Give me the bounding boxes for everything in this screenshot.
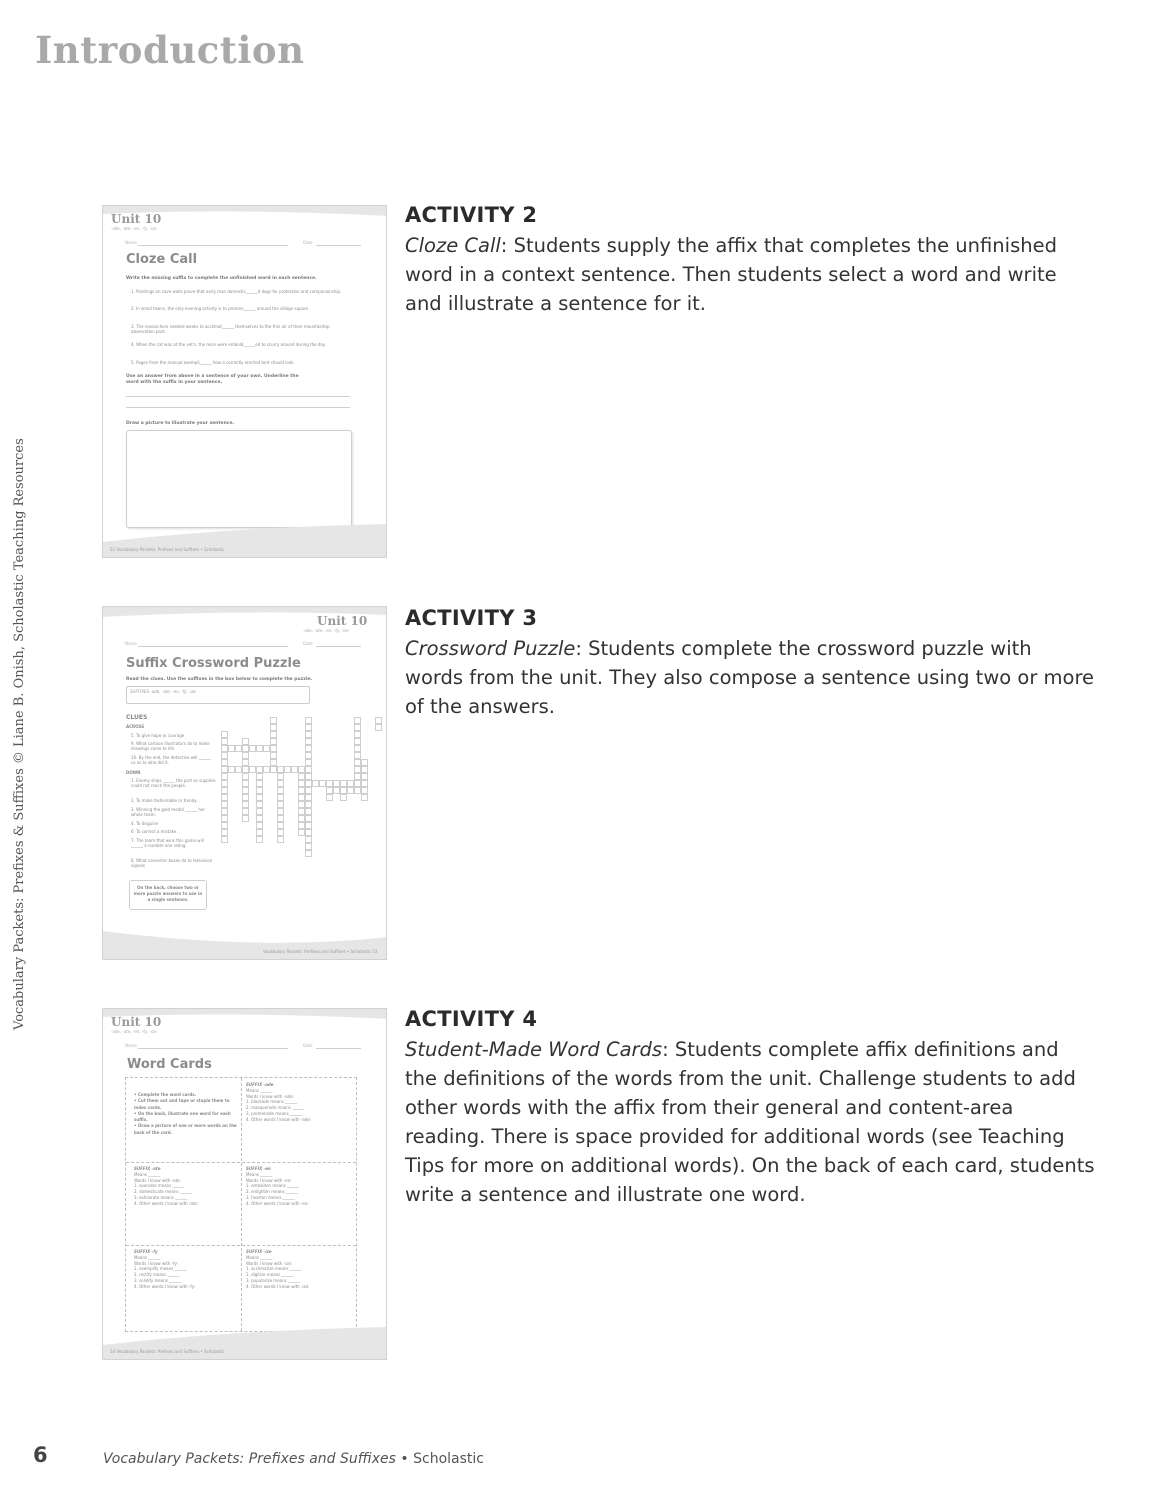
crossword-cell — [242, 794, 249, 801]
crossword-cell — [305, 773, 312, 780]
crossword-cell — [354, 766, 361, 773]
crossword-cell — [256, 822, 263, 829]
date-label: Date — [303, 641, 313, 646]
crossword-cell — [242, 766, 249, 773]
drawing-box — [126, 430, 352, 528]
crossword-cell — [298, 822, 305, 829]
activity-4-thumbnail — [102, 1008, 387, 1360]
crossword-cell — [277, 787, 284, 794]
draw-instruction: Draw a picture to illustrate your sentence. — [126, 421, 235, 426]
activity-2-thumbnail — [102, 205, 387, 558]
suffix-box: SUFFIXES -ade, -ate, -en, -fy, -ize — [126, 686, 310, 704]
date-label: Date — [303, 240, 313, 245]
crossword-cell — [305, 822, 312, 829]
crossword-cell — [361, 780, 368, 787]
crossword-cell — [354, 724, 361, 731]
page-number: 6 — [33, 1443, 48, 1467]
crossword-cell — [298, 815, 305, 822]
crossword-cell — [277, 794, 284, 801]
cloze-item: 1. Paintings on cave walls prove that early man domestic______d dogs for protection and companionship. — [131, 289, 342, 294]
crossword-cell — [361, 766, 368, 773]
crossword-cell — [354, 780, 361, 787]
sheet-instruction: Write the missing suffix to complete the unfinished word in each sentence. — [126, 276, 317, 281]
crossword-cell — [256, 808, 263, 815]
crossword-cell — [354, 745, 361, 752]
sentence-instruction: Use an answer from above in a sentence of your own. Underline the word with the suffix in your sentence. — [126, 374, 299, 385]
crossword-cell — [326, 780, 333, 787]
clue: 7. The team that wins this game will ______ a number one rating. — [131, 838, 204, 848]
crossword-cell — [221, 801, 228, 808]
activity-title: ACTIVITY 2 — [405, 203, 538, 227]
crossword-cell — [298, 766, 305, 773]
crossword-cell — [305, 815, 312, 822]
crossword-cell — [319, 780, 326, 787]
crossword-cell — [242, 780, 249, 787]
crossword-cell — [270, 717, 277, 724]
crossword-cell — [312, 780, 319, 787]
crossword-cell — [242, 808, 249, 815]
crossword-cell — [256, 794, 263, 801]
crossword-cell — [242, 759, 249, 766]
crossword-cell — [375, 717, 382, 724]
crossword-cell — [298, 780, 305, 787]
clues-heading: CLUES — [126, 714, 148, 721]
crossword-cell — [242, 752, 249, 759]
crossword-cell — [235, 745, 242, 752]
crossword-cell — [354, 752, 361, 759]
crossword-cell — [305, 801, 312, 808]
word-card: SUFFIX -ade Means ______ Words I know with -ade: 1. blockade means ______ 2. masquerade means ______ 3. promenade means ______ 4. Other words I know with -ade: — [246, 1082, 312, 1122]
crossword-cell — [305, 752, 312, 759]
crossword-cell — [221, 829, 228, 836]
crossword-cell — [305, 794, 312, 801]
crossword-cell — [249, 766, 256, 773]
unit-label: Unit 10 — [317, 614, 368, 628]
activity-title: ACTIVITY 4 — [405, 1007, 538, 1031]
sheet-title: Word Cards — [127, 1057, 212, 1072]
activity-description: Crossword Puzzle: Students complete the crossword puzzle with words from the unit. They also compose a sentence using two or more of the answers. — [405, 637, 1095, 718]
crossword-cell — [340, 780, 347, 787]
crossword-cell — [277, 808, 284, 815]
crossword-cell — [277, 836, 284, 843]
crossword-cell — [270, 745, 277, 752]
crossword-cell — [221, 815, 228, 822]
crossword-cell — [305, 836, 312, 843]
activity-name: Student-Made Word Cards — [405, 1038, 663, 1061]
sheet-footer: 54 Vocabulary Packets: Prefixes and Suffixes • Scholastic — [110, 1349, 225, 1354]
side-copyright: Vocabulary Packets: Prefixes & Suffixes © Liane B. Onish, Scholastic Teaching Resources — [12, 438, 27, 1030]
crossword-cell — [277, 773, 284, 780]
crossword-cell — [298, 773, 305, 780]
crossword-cell — [221, 745, 228, 752]
cloze-item: 5. Pages from the manual exempli______ how a correctly erected tent should look. — [131, 360, 295, 365]
crossword-cell — [228, 745, 235, 752]
word-card: SUFFIX -ate Means ______ Words I know with -ate: 1. oversate means ______ 2. domesticate means ______ 3. exhilarate means ______ 4. Other words I know with -ate: — [134, 1166, 199, 1206]
sheet-footer: 52 Vocabulary Packets: Prefixes and Suffixes • Scholastic — [110, 547, 225, 552]
activity-3-thumbnail — [102, 606, 387, 960]
back-note: On the back, choose two or more puzzle answers to use in a single sentence. — [129, 880, 207, 910]
crossword-cell — [291, 766, 298, 773]
activity-name: Crossword Puzzle — [405, 637, 576, 660]
crossword-cell — [305, 738, 312, 745]
crossword-cell — [340, 787, 347, 794]
down-heading: DOWN — [126, 770, 141, 775]
crossword-cell — [270, 759, 277, 766]
crossword-cell — [256, 815, 263, 822]
unit-suffixes: -ade, -ate, -en, -fy, -ize — [111, 1029, 157, 1034]
card-instructions: • Complete the word cards. • Cut them out and tape or staple them to index cards. • On the back, illustrate one word for each suffix. • Draw a picture of one or more words on the back of the card. — [134, 1092, 237, 1135]
cloze-item: 2. In small towns, the only evening activity is to promen______ around the village square. — [131, 306, 310, 311]
activity-description: Student-Made Word Cards: Students complete affix definitions and the definitions of the words from the unit. Challenge students to add other words with the affix from their general and content-area reading. There is space provided for additional words (see Teaching Tips for more on additional words). On the back of each card, students write a sentence and illustrate one word. — [405, 1038, 1095, 1206]
crossword-cell — [242, 787, 249, 794]
word-card: SUFFIX -ize Means ______ Words I know with -ize: 1. acclimatize means ______ 2. digitize means ______ 3. popularize means ______ 4. Other words I know with -ize: — [246, 1249, 310, 1289]
crossword-cell — [305, 780, 312, 787]
crossword-cell — [256, 773, 263, 780]
crossword-cell — [256, 780, 263, 787]
clue: 2. To make fashionable or trendy. — [131, 798, 198, 803]
sheet-footer: Vocabulary Packets: Prefixes and Suffixes • Scholastic 53 — [263, 949, 378, 954]
crossword-cell — [221, 752, 228, 759]
crossword-cell — [221, 808, 228, 815]
crossword-cell — [263, 766, 270, 773]
activity-3-section — [405, 606, 1095, 721]
word-cards — [125, 1077, 357, 1332]
clue: 5. To give hope or courage — [131, 733, 185, 738]
sheet-instruction: Read the clues. Use the suffixes in the box below to complete the puzzle. — [126, 677, 313, 682]
crossword-cell — [256, 745, 263, 752]
activity-title: ACTIVITY 3 — [405, 606, 538, 630]
cloze-item: 3. The researchers needed weeks to acclimat______ themselves to the thin air of their mountaintop observation post. — [131, 324, 330, 334]
activity-2-section — [405, 203, 1095, 318]
crossword-cell — [298, 787, 305, 794]
crossword-cell — [270, 766, 277, 773]
crossword-cell — [298, 801, 305, 808]
crossword-cell — [305, 829, 312, 836]
crossword-cell — [270, 752, 277, 759]
crossword-cell — [242, 815, 249, 822]
clue: 4. To disguise — [131, 821, 159, 826]
unit-suffixes: -ade, -ate, -en, -fy, -ize — [303, 628, 349, 633]
clue: 9. What cartoon illustrators do to make drawings come to life — [131, 741, 210, 751]
crossword-cell — [270, 738, 277, 745]
crossword-cell — [277, 780, 284, 787]
footer-publisher: Scholastic — [413, 1451, 484, 1467]
page-footer — [103, 1451, 484, 1467]
footer-swoosh — [103, 927, 386, 960]
word-card: SUFFIX -en Means ______ Words I know with -en: 1. embolden means ______ 2. enlighten means ______ 3. hearten means ______ 4. Other words I know with -en: — [246, 1166, 309, 1206]
footer-swoosh — [103, 524, 386, 558]
crossword-cell — [256, 801, 263, 808]
crossword-cell — [298, 794, 305, 801]
crossword-cell — [228, 766, 235, 773]
crossword-cell — [242, 773, 249, 780]
sheet-title: Suffix Crossword Puzzle — [126, 656, 301, 671]
crossword-cell — [305, 759, 312, 766]
name-label: Name — [125, 1043, 137, 1048]
crossword-cell — [221, 794, 228, 801]
name-label: Name — [125, 240, 137, 245]
crossword-cell — [284, 766, 291, 773]
crossword-cell — [221, 822, 228, 829]
crossword-cell — [361, 759, 368, 766]
activity-4-section — [405, 1007, 1095, 1209]
crossword-cell — [221, 766, 228, 773]
clue: 8. What converter boxes do to television signals — [131, 858, 213, 868]
name-label: Name — [125, 641, 137, 646]
crossword-cell — [354, 787, 361, 794]
crossword-cell — [277, 801, 284, 808]
cloze-item: 4. When the cat was at the vet's, the mice were embold______ed to scurry around during the day. — [131, 342, 326, 347]
crossword-cell — [354, 731, 361, 738]
crossword-cell — [347, 787, 354, 794]
crossword-cell — [221, 836, 228, 843]
crossword-cell — [305, 745, 312, 752]
crossword-cell — [277, 766, 284, 773]
crossword-cell — [221, 759, 228, 766]
crossword-cell — [263, 745, 270, 752]
crossword-cell — [305, 843, 312, 850]
clue: 6. To correct a mistake. — [131, 829, 178, 834]
crossword-cell — [305, 731, 312, 738]
clue: 10. By the end, the detective will ______ us as to who did it. — [131, 755, 211, 765]
crossword-cell — [305, 850, 312, 857]
crossword-cell — [333, 780, 340, 787]
crossword-cell — [242, 745, 249, 752]
crossword-cell — [326, 787, 333, 794]
across-heading: ACROSS — [126, 724, 145, 729]
crossword-cell — [354, 738, 361, 745]
unit-suffixes: -ade, -ate, -en, -fy, -ize — [111, 226, 157, 231]
footer-separator: • — [395, 1451, 414, 1467]
date-label: Date — [303, 1043, 313, 1048]
crossword-cell — [354, 773, 361, 780]
activity-description: Cloze Call: Students supply the affix that completes the unfinished word in a context sentence. Then students select a word and write and illustrate a sentence for it. — [405, 234, 1057, 315]
footer-swoosh — [103, 1327, 386, 1360]
crossword-cell — [249, 745, 256, 752]
crossword-cell — [277, 829, 284, 836]
crossword-cell — [298, 829, 305, 836]
clue: 3. Winning the gold medal ______ her whole team. — [131, 807, 205, 817]
crossword-cell — [256, 829, 263, 836]
crossword-cell — [340, 794, 347, 801]
crossword-cell — [256, 787, 263, 794]
unit-label: Unit 10 — [111, 212, 162, 226]
crossword-cell — [361, 794, 368, 801]
clue: 1. Enemy ships ______ the port so supplies could not reach the people. — [131, 778, 216, 788]
crossword-cell — [305, 787, 312, 794]
crossword-cell — [256, 836, 263, 843]
crossword-cell — [375, 724, 382, 731]
crossword-cell — [347, 780, 354, 787]
crossword-cell — [277, 822, 284, 829]
footer-title: Vocabulary Packets: Prefixes and Suffixes — [103, 1451, 396, 1467]
crossword-cell — [221, 731, 228, 738]
crossword-cell — [221, 787, 228, 794]
crossword-cell — [221, 738, 228, 745]
crossword-cell — [305, 717, 312, 724]
activity-name: Cloze Call — [405, 234, 501, 257]
crossword-cell — [305, 808, 312, 815]
crossword-cell — [221, 773, 228, 780]
page-heading: Introduction — [35, 28, 305, 72]
crossword-cell — [354, 717, 361, 724]
crossword-cell — [242, 738, 249, 745]
crossword-cell — [270, 731, 277, 738]
crossword-cell — [277, 815, 284, 822]
crossword-cell — [361, 773, 368, 780]
unit-label: Unit 10 — [111, 1015, 162, 1029]
crossword-cell — [235, 766, 242, 773]
crossword-cell — [326, 794, 333, 801]
crossword-cell — [305, 724, 312, 731]
sheet-title: Cloze Call — [126, 252, 198, 267]
crossword-cell — [361, 787, 368, 794]
crossword-cell — [354, 759, 361, 766]
crossword-cell — [221, 780, 228, 787]
crossword-cell — [256, 766, 263, 773]
crossword-cell — [298, 808, 305, 815]
crossword-cell — [270, 724, 277, 731]
crossword-cell — [305, 766, 312, 773]
crossword-cell — [333, 787, 340, 794]
word-card: SUFFIX -fy Means ______ Words I know with -fy: 1. exemplify means ______ 2. rectify means ______ 3. solidify means ______ 4. Other words I know with -fy: — [134, 1249, 196, 1289]
crossword-cell — [242, 801, 249, 808]
